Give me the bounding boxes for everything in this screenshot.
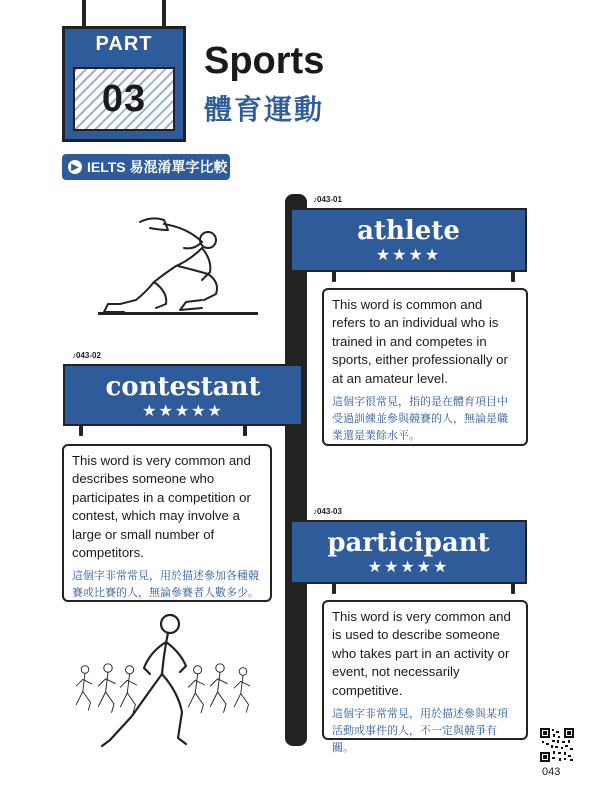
word-sign-participant [290,520,527,584]
definition-card-athlete [322,288,528,446]
word-sign-athlete [290,208,527,272]
runners-crowd-illustration [70,612,265,762]
rating-stars-contestant: ★★★★★ [142,403,224,420]
part-label: PART [95,33,153,55]
definition-zh-participant: 這個字非常常見，用於描述參與某項活動或事件的人，不一定與競爭有關。 [332,708,508,755]
sign-peg [79,424,83,436]
sign-peg [511,270,515,282]
definition-zh-athlete: 這個字很常見，指的是在體育項目中受過訓練並參與競賽的人，無論是職業還是業餘水平。 [332,396,508,443]
definition-en-participant: This word is very common and is used to describe someone who takes part in an activity or event, not necessarily competitive. [332,609,511,698]
sign-peg [243,424,247,436]
word-contestant: contestant [105,372,261,402]
rating-stars-participant: ★★★★★ [367,559,450,576]
definition-en-contestant: This word is very common and describes someone who participates in a competition or contest, which may involve a large or small number of competitors. [72,453,251,561]
word-athlete: athlete [357,216,460,246]
audio-track-3[interactable]: ♪043-03 [313,507,342,516]
definition-card-contestant [62,444,272,602]
badge-string-left [82,0,86,28]
qr-code-icon[interactable] [540,728,574,762]
section-tag-label: IELTS 易混淆單字比較 [87,159,228,175]
badge-string-right [162,0,166,28]
word-sign-contestant [63,364,303,426]
part-number-panel [73,67,175,131]
sign-peg [332,270,336,282]
sign-peg [511,582,515,594]
arrow-right-icon: ▶ [68,160,82,174]
signpost-pole [285,194,307,746]
audio-track-2[interactable]: ♪043-02 [72,351,101,360]
section-tag [62,154,230,180]
rating-stars-athlete: ★★★★ [375,247,442,264]
part-number: 03 [101,77,147,120]
definition-card-participant [322,600,528,755]
definition-en-athlete: This word is common and refers to an individual who is trained in and competes in sports, either professionally or at an amateur level. [332,297,508,386]
page-title-en: Sports [204,40,325,82]
word-participant: participant [327,528,490,558]
sign-peg [332,582,336,594]
audio-track-1[interactable]: ♪043-01 [313,195,342,204]
definition-zh-contestant: 這個字非常常見，用於描述參加各種競賽或比賽的人，無論參賽者人數多少。 [72,570,259,600]
sprinter-start-illustration [90,208,265,328]
page-title-zh: 體育運動 [204,94,325,125]
part-badge [62,26,186,142]
page-number: 043 [542,766,561,778]
